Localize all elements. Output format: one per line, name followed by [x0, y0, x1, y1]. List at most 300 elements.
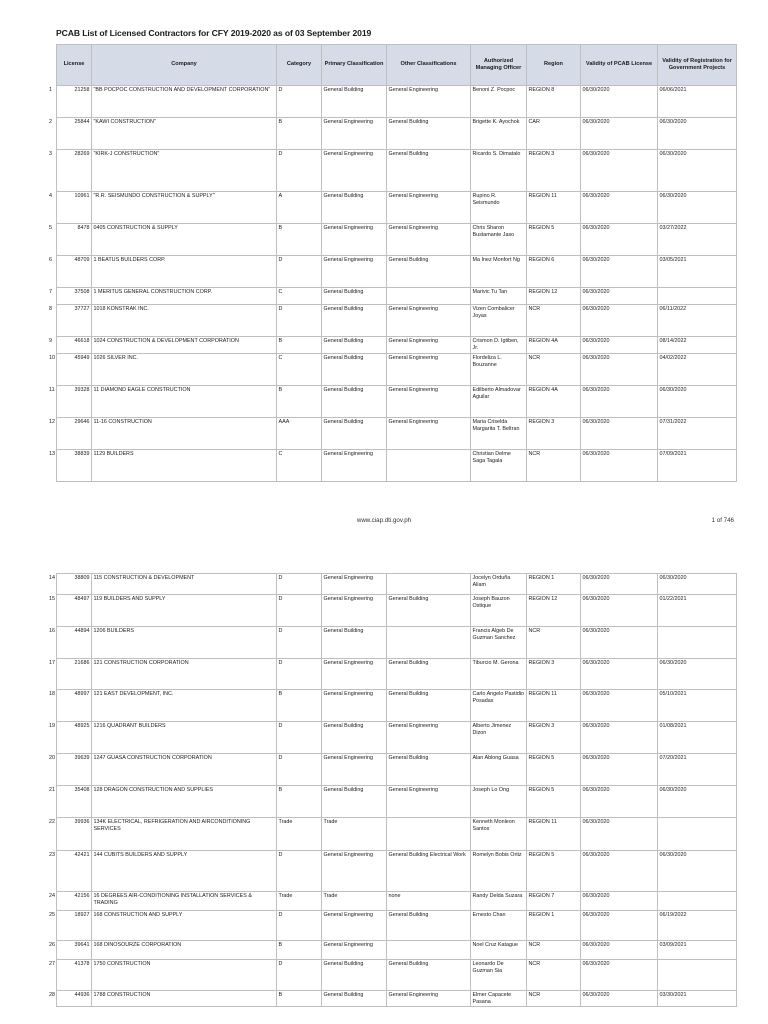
region-cell: REGION 5: [527, 224, 581, 256]
table-row: [57, 786, 737, 818]
company-cell: 115 CONSTRUCTION & DEVELOPMENT: [92, 574, 277, 595]
table-row: [57, 941, 737, 960]
other-classifications-cell: General Building: [387, 256, 471, 288]
category-cell: C: [277, 288, 322, 305]
row-number: 21: [49, 786, 55, 793]
primary-classification-cell: General Engineering: [322, 941, 387, 960]
column-header-govt-validity: Validity of Registration for Government Projects: [658, 45, 737, 86]
primary-classification-cell: General Building: [322, 192, 387, 224]
pcab-validity-cell: 06/30/2020: [581, 911, 658, 941]
company-cell: 1750 CONSTRUCTION: [92, 960, 277, 991]
primary-classification-cell: General Building: [322, 418, 387, 450]
category-cell: D: [277, 150, 322, 192]
license-cell: 39328: [57, 386, 92, 418]
other-classifications-cell: General Building: [387, 150, 471, 192]
category-cell: AAA: [277, 418, 322, 450]
primary-classification-cell: General Building: [322, 305, 387, 337]
govt-validity-cell: 06/30/2020: [658, 659, 737, 690]
table-row: [57, 118, 737, 150]
table-row: [57, 224, 737, 256]
row-number: 26: [49, 941, 55, 948]
row-number: 6: [49, 256, 52, 263]
govt-validity-cell: 01/22/2021: [658, 595, 737, 627]
other-classifications-cell: General Building: [387, 690, 471, 722]
license-cell: 8478: [57, 224, 92, 256]
table-row: [57, 337, 737, 354]
company-cell: 168 DINOSOURZE CORPORATION: [92, 941, 277, 960]
region-cell: REGION 11: [527, 690, 581, 722]
pcab-validity-cell: 06/30/2020: [581, 595, 658, 627]
pcab-validity-cell: 06/30/2020: [581, 86, 658, 118]
pcab-validity-cell: 06/30/2020: [581, 892, 658, 911]
region-cell: REGION 3: [527, 659, 581, 690]
managing-officer-cell: Joseph Lo Ong: [471, 786, 527, 818]
primary-classification-cell: General Building: [322, 386, 387, 418]
page-indicator: 1 of 746: [711, 517, 734, 524]
region-cell: NCR: [527, 941, 581, 960]
row-number: 5: [49, 224, 52, 231]
region-cell: NCR: [527, 354, 581, 386]
region-cell: REGION 1: [527, 574, 581, 595]
category-cell: D: [277, 911, 322, 941]
other-classifications-cell: General Building Electrical Work: [387, 851, 471, 892]
managing-officer-cell: Rupino R. Seismundo: [471, 192, 527, 224]
managing-officer-cell: Crismon D. Igtiben, Jr.: [471, 337, 527, 354]
row-number: 25: [49, 911, 55, 918]
table-row: [57, 288, 737, 305]
govt-validity-cell: 03/09/2021: [658, 941, 737, 960]
category-cell: D: [277, 86, 322, 118]
contractors-table-page-2: [56, 573, 737, 1007]
managing-officer-cell: Vizen Combalicer Joyas: [471, 305, 527, 337]
column-header-managing-officer: Authorized Managing Officer: [471, 45, 527, 86]
company-cell: 121 EAST DEVELOPMENT, INC.: [92, 690, 277, 722]
region-cell: REGION 11: [527, 192, 581, 224]
other-classifications-cell: [387, 941, 471, 960]
region-cell: REGION 12: [527, 595, 581, 627]
pcab-validity-cell: 06/30/2020: [581, 722, 658, 754]
govt-validity-cell: 03/30/2021: [658, 991, 737, 1007]
company-cell: 1788 CONSTRUCTION: [92, 991, 277, 1007]
pcab-validity-cell: 06/30/2020: [581, 354, 658, 386]
primary-classification-cell: General Engineering: [322, 754, 387, 786]
license-cell: 44894: [57, 627, 92, 659]
row-number: 3: [49, 150, 52, 157]
company-cell: 11 DIAMOND EAGLE CONSTRUCTION: [92, 386, 277, 418]
managing-officer-cell: Randy Delda Suzara: [471, 892, 527, 911]
region-cell: REGION 4A: [527, 386, 581, 418]
govt-validity-cell: 03/27/2022: [658, 224, 737, 256]
primary-classification-cell: General Building: [322, 288, 387, 305]
other-classifications-cell: General Building: [387, 659, 471, 690]
govt-validity-cell: 06/30/2020: [658, 574, 737, 595]
category-cell: D: [277, 574, 322, 595]
govt-validity-cell: 06/30/2020: [658, 786, 737, 818]
column-header-license: License: [57, 45, 92, 86]
license-cell: 18927: [57, 911, 92, 941]
license-cell: 42421: [57, 851, 92, 892]
govt-validity-cell: 07/09/2021: [658, 450, 737, 482]
company-cell: "KAWI CONSTRUCTION": [92, 118, 277, 150]
govt-validity-cell: 06/30/2020: [658, 386, 737, 418]
row-number: 28: [49, 991, 55, 998]
primary-classification-cell: General Engineering: [322, 118, 387, 150]
company-cell: "R.R. SEISMUNDO CONSTRUCTION & SUPPLY": [92, 192, 277, 224]
license-cell: 29646: [57, 418, 92, 450]
region-cell: REGION 4A: [527, 337, 581, 354]
company-cell: 0405 CONSTRUCTION & SUPPLY: [92, 224, 277, 256]
row-number: 18: [49, 690, 55, 697]
primary-classification-cell: General Engineering: [322, 450, 387, 482]
table-row: [57, 659, 737, 690]
row-number: 19: [49, 722, 55, 729]
pcab-validity-cell: 06/30/2020: [581, 224, 658, 256]
license-cell: 28269: [57, 150, 92, 192]
company-cell: 121 CONSTRUCTION CORPORATION: [92, 659, 277, 690]
license-cell: 25844: [57, 118, 92, 150]
license-cell: 10961: [57, 192, 92, 224]
company-cell: 1018 KONSTRAK INC.: [92, 305, 277, 337]
table-row: [57, 627, 737, 659]
license-cell: 37508: [57, 288, 92, 305]
row-number: 12: [49, 418, 55, 425]
row-number: 24: [49, 892, 55, 899]
managing-officer-cell: Christian Delme Saga Tagala: [471, 450, 527, 482]
other-classifications-cell: General Building: [387, 911, 471, 941]
managing-officer-cell: Alberto Jimenez Dizon: [471, 722, 527, 754]
table-row: [57, 86, 737, 118]
category-cell: B: [277, 690, 322, 722]
table-row: [57, 595, 737, 627]
pcab-validity-cell: 06/30/2020: [581, 337, 658, 354]
pcab-validity-cell: 06/30/2020: [581, 450, 658, 482]
region-cell: REGION 5: [527, 786, 581, 818]
region-cell: REGION 3: [527, 418, 581, 450]
other-classifications-cell: [387, 627, 471, 659]
region-cell: REGION 5: [527, 754, 581, 786]
category-cell: A: [277, 192, 322, 224]
managing-officer-cell: Jocelyn Orduña Aliam: [471, 574, 527, 595]
pcab-validity-cell: 06/30/2020: [581, 192, 658, 224]
license-cell: 48709: [57, 256, 92, 288]
govt-validity-cell: 06/30/2020: [658, 192, 737, 224]
license-cell: 41378: [57, 960, 92, 991]
other-classifications-cell: General Engineering: [387, 86, 471, 118]
managing-officer-cell: Carlo Angelo Pastidio Posadas: [471, 690, 527, 722]
govt-validity-cell: [658, 818, 737, 851]
table-row: [57, 574, 737, 595]
other-classifications-cell: General Engineering: [387, 354, 471, 386]
region-cell: REGION 5: [527, 851, 581, 892]
pcab-validity-cell: 06/30/2020: [581, 118, 658, 150]
govt-validity-cell: [658, 627, 737, 659]
column-header-region: Region: [527, 45, 581, 86]
pcab-validity-cell: 06/30/2020: [581, 659, 658, 690]
company-cell: 1 BEATUS BUILDERS CORP.: [92, 256, 277, 288]
row-number: 11: [49, 386, 55, 393]
pcab-validity-cell: 06/30/2020: [581, 991, 658, 1007]
managing-officer-cell: Chris Sharon Bustamante Jaso: [471, 224, 527, 256]
column-header-company: Company: [92, 45, 277, 86]
table-row: [57, 150, 737, 192]
managing-officer-cell: Edilberto Almadovar Aguilar: [471, 386, 527, 418]
managing-officer-cell: Ricardo S. Dimatalo: [471, 150, 527, 192]
govt-validity-cell: 03/05/2021: [658, 256, 737, 288]
row-number: 20: [49, 754, 55, 761]
primary-classification-cell: General Building: [322, 627, 387, 659]
region-cell: REGION 3: [527, 722, 581, 754]
region-cell: NCR: [527, 627, 581, 659]
primary-classification-cell: General Engineering: [322, 595, 387, 627]
govt-validity-cell: 07/20/2021: [658, 754, 737, 786]
other-classifications-cell: General Engineering: [387, 192, 471, 224]
license-cell: 48497: [57, 595, 92, 627]
company-cell: 144 CUBITS BUILDERS AND SUPPLY: [92, 851, 277, 892]
document-title: PCAB List of Licensed Contractors for CFY 2019-2020 as of 03 September 2019: [56, 28, 372, 38]
region-cell: NCR: [527, 991, 581, 1007]
primary-classification-cell: General Engineering: [322, 150, 387, 192]
table-row: [57, 818, 737, 851]
category-cell: B: [277, 991, 322, 1007]
govt-validity-cell: 05/10/2021: [658, 690, 737, 722]
primary-classification-cell: General Engineering: [322, 574, 387, 595]
primary-classification-cell: General Engineering: [322, 224, 387, 256]
category-cell: B: [277, 224, 322, 256]
managing-officer-cell: Leonardo De Guzman Sia: [471, 960, 527, 991]
table-row: [57, 754, 737, 786]
table-row: [57, 892, 737, 911]
company-cell: 119 BUILDERS AND SUPPLY: [92, 595, 277, 627]
managing-officer-cell: Benoni Z. Pocpoc: [471, 86, 527, 118]
primary-classification-cell: General Engineering: [322, 256, 387, 288]
managing-officer-cell: Noel Cruz Katague: [471, 941, 527, 960]
company-cell: 1247 GUASA CONSTRUCTION CORPORATION: [92, 754, 277, 786]
primary-classification-cell: General Building: [322, 786, 387, 818]
managing-officer-cell: Romelyn Bobis Ortiz: [471, 851, 527, 892]
license-cell: 21258: [57, 86, 92, 118]
table-row: [57, 960, 737, 991]
pcab-validity-cell: 06/30/2020: [581, 690, 658, 722]
company-cell: 1026 SILVER INC.: [92, 354, 277, 386]
license-cell: 38839: [57, 450, 92, 482]
column-header-other-classifications: Other Classifications: [387, 45, 471, 86]
row-number: 10: [49, 354, 55, 361]
category-cell: D: [277, 722, 322, 754]
company-cell: 11-16 CONSTRUCTION: [92, 418, 277, 450]
company-cell: "KIRK-J CONSTRUCTION": [92, 150, 277, 192]
pcab-validity-cell: 06/30/2020: [581, 941, 658, 960]
row-number: 8: [49, 305, 52, 312]
region-cell: REGION 3: [527, 150, 581, 192]
category-cell: D: [277, 627, 322, 659]
category-cell: Trade: [277, 892, 322, 911]
row-number: 13: [49, 450, 55, 457]
primary-classification-cell: General Engineering: [322, 851, 387, 892]
table-row: [57, 911, 737, 941]
row-number: 2: [49, 118, 52, 125]
column-header-primary-classification: Primary Classification: [322, 45, 387, 86]
category-cell: B: [277, 786, 322, 818]
license-cell: 38809: [57, 574, 92, 595]
table-row: [57, 690, 737, 722]
row-number: 15: [49, 595, 55, 602]
govt-validity-cell: 06/19/2022: [658, 911, 737, 941]
license-cell: 37727: [57, 305, 92, 337]
pcab-validity-cell: 06/30/2020: [581, 754, 658, 786]
region-cell: NCR: [527, 960, 581, 991]
table-row: [57, 305, 737, 337]
row-number: 27: [49, 960, 55, 967]
pcab-validity-cell: 06/30/2020: [581, 960, 658, 991]
category-cell: B: [277, 337, 322, 354]
managing-officer-cell: Tiburcio M. Gerona: [471, 659, 527, 690]
table-row: [57, 450, 737, 482]
managing-officer-cell: Joseph Bauzon Ostique: [471, 595, 527, 627]
region-cell: NCR: [527, 305, 581, 337]
company-cell: 1206 BUILDERS: [92, 627, 277, 659]
table-row: [57, 192, 737, 224]
other-classifications-cell: General Engineering: [387, 337, 471, 354]
other-classifications-cell: [387, 450, 471, 482]
category-cell: D: [277, 960, 322, 991]
managing-officer-cell: Ernesto Chan: [471, 911, 527, 941]
govt-validity-cell: 07/31/2022: [658, 418, 737, 450]
license-cell: 48925: [57, 722, 92, 754]
company-cell: 168 CONSTRUCTION AND SUPPLY: [92, 911, 277, 941]
managing-officer-cell: Ma Inez Monfort Ng: [471, 256, 527, 288]
region-cell: NCR: [527, 450, 581, 482]
license-cell: 42156: [57, 892, 92, 911]
managing-officer-cell: Alan Ablong Guasa: [471, 754, 527, 786]
license-cell: 46618: [57, 337, 92, 354]
other-classifications-cell: General Building: [387, 118, 471, 150]
primary-classification-cell: General Building: [322, 960, 387, 991]
primary-classification-cell: General Building: [322, 86, 387, 118]
column-header-pcab-validity: Validity of PCAB License: [581, 45, 658, 86]
other-classifications-cell: [387, 288, 471, 305]
other-classifications-cell: General Engineering: [387, 786, 471, 818]
table-row: [57, 256, 737, 288]
pcab-validity-cell: 06/30/2020: [581, 288, 658, 305]
region-cell: REGION 12: [527, 288, 581, 305]
other-classifications-cell: [387, 818, 471, 851]
pcab-validity-cell: 06/30/2020: [581, 150, 658, 192]
primary-classification-cell: General Building: [322, 991, 387, 1007]
company-cell: 1216 QUADRANT BUILDERS: [92, 722, 277, 754]
footer-url: www.ciap.dti.gov.ph: [356, 517, 412, 524]
row-number: 7: [49, 288, 52, 295]
other-classifications-cell: General Engineering: [387, 991, 471, 1007]
license-cell: 48997: [57, 690, 92, 722]
license-cell: 44936: [57, 991, 92, 1007]
category-cell: D: [277, 659, 322, 690]
managing-officer-cell: Kenneth Monleon Santos: [471, 818, 527, 851]
table-row: [57, 722, 737, 754]
managing-officer-cell: Flordeliza L. Bouzanne: [471, 354, 527, 386]
category-cell: D: [277, 256, 322, 288]
govt-validity-cell: 06/30/2020: [658, 118, 737, 150]
column-header-category: Category: [277, 45, 322, 86]
other-classifications-cell: General Engineering: [387, 418, 471, 450]
govt-validity-cell: 06/30/2020: [658, 851, 737, 892]
category-cell: D: [277, 851, 322, 892]
row-number: 23: [49, 851, 55, 858]
primary-classification-cell: General Engineering: [322, 911, 387, 941]
table-row: [57, 418, 737, 450]
category-cell: D: [277, 754, 322, 786]
other-classifications-cell: General Engineering: [387, 722, 471, 754]
license-cell: 39639: [57, 754, 92, 786]
pcab-validity-cell: 06/30/2020: [581, 418, 658, 450]
company-cell: 134K ELECTRICAL, REFRIGERATION AND AIRCONDITIONING SERVICES: [92, 818, 277, 851]
category-cell: D: [277, 595, 322, 627]
pcab-validity-cell: 06/30/2020: [581, 627, 658, 659]
license-cell: 21686: [57, 659, 92, 690]
category-cell: C: [277, 450, 322, 482]
table-row: [57, 851, 737, 892]
license-cell: 39641: [57, 941, 92, 960]
row-number: 22: [49, 818, 55, 825]
pcab-validity-cell: 06/30/2020: [581, 786, 658, 818]
govt-validity-cell: [658, 892, 737, 911]
row-number: 17: [49, 659, 55, 666]
row-number: 14: [49, 574, 55, 581]
pcab-validity-cell: 06/30/2020: [581, 305, 658, 337]
company-cell: 1024 CONSTRUCTION & DEVELOPMENT CORPORATION: [92, 337, 277, 354]
govt-validity-cell: 04/02/2022: [658, 354, 737, 386]
region-cell: REGION 7: [527, 892, 581, 911]
primary-classification-cell: General Building: [322, 722, 387, 754]
govt-validity-cell: 08/14/2022: [658, 337, 737, 354]
other-classifications-cell: none: [387, 892, 471, 911]
region-cell: CAR: [527, 118, 581, 150]
company-cell: 128 DRAGON CONSTRUCTION AND SUPPLIES: [92, 786, 277, 818]
table-row: [57, 991, 737, 1007]
license-cell: 35408: [57, 786, 92, 818]
company-cell: "BB POCPOC CONSTRUCTION AND DEVELOPMENT CORPORATION": [92, 86, 277, 118]
company-cell: 16 DEGREES AIR-CONDITIONING INSTALLATION SERVICES & TRADING: [92, 892, 277, 911]
govt-validity-cell: 06/11/2022: [658, 305, 737, 337]
pcab-validity-cell: 06/30/2020: [581, 386, 658, 418]
table-row: [57, 386, 737, 418]
primary-classification-cell: Trade: [322, 818, 387, 851]
managing-officer-cell: Maria Criselda Margarita T. Beltran: [471, 418, 527, 450]
govt-validity-cell: 06/30/2020: [658, 150, 737, 192]
govt-validity-cell: 01/08/2021: [658, 722, 737, 754]
managing-officer-cell: Brigette K. Ayochok: [471, 118, 527, 150]
row-number: 1: [49, 86, 52, 93]
category-cell: Trade: [277, 818, 322, 851]
pcab-validity-cell: 06/30/2020: [581, 818, 658, 851]
other-classifications-cell: General Engineering: [387, 224, 471, 256]
license-cell: 39936: [57, 818, 92, 851]
other-classifications-cell: General Engineering: [387, 305, 471, 337]
managing-officer-cell: Francis Algeb De Guzman Sanchez: [471, 627, 527, 659]
primary-classification-cell: General Engineering: [322, 690, 387, 722]
other-classifications-cell: General Building: [387, 595, 471, 627]
managing-officer-cell: Elmer Capacete Pasana: [471, 991, 527, 1007]
region-cell: REGION 1: [527, 911, 581, 941]
row-number: 4: [49, 192, 52, 199]
pcab-validity-cell: 06/30/2020: [581, 851, 658, 892]
govt-validity-cell: [658, 288, 737, 305]
other-classifications-cell: General Engineering: [387, 386, 471, 418]
pcab-validity-cell: 06/30/2020: [581, 574, 658, 595]
license-cell: 45949: [57, 354, 92, 386]
managing-officer-cell: Marivic Tu Tan: [471, 288, 527, 305]
primary-classification-cell: General Engineering: [322, 659, 387, 690]
primary-classification-cell: General Building: [322, 354, 387, 386]
